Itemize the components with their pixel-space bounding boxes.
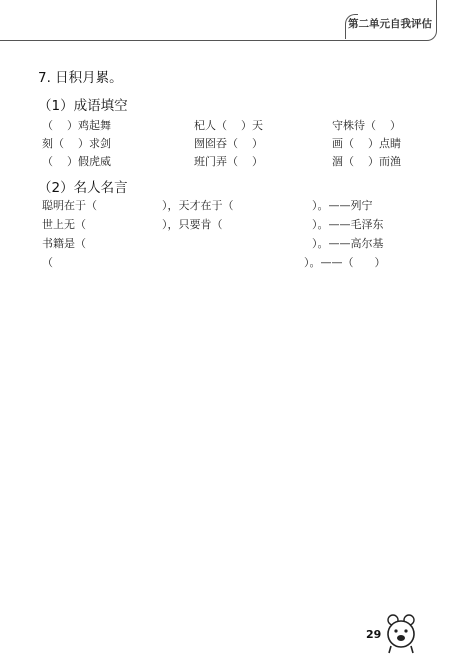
section-title: 7. 日积月累。 <box>38 70 123 86</box>
page-number: 29 <box>366 628 382 641</box>
quote-cell: 书籍是（ <box>42 237 86 250</box>
bear-mascot-icon <box>386 612 416 654</box>
idiom-cell: （ ）假虎威 <box>42 155 111 168</box>
idiom-cell: 画（ ）点睛 <box>332 137 401 150</box>
idiom-cell: 守株待（ ） <box>332 119 401 132</box>
quote-cell: 聪明在于（ <box>42 199 97 212</box>
header-title: 第二单元自我评估 <box>348 18 432 30</box>
idiom-cell: 班门弄（ ） <box>194 155 263 168</box>
quote-cell: ），只要肯（ <box>162 218 223 231</box>
idiom-cell: 杞人（ ）天 <box>194 119 263 132</box>
quote-cell: ）。——高尔基 <box>312 237 384 250</box>
quote-cell: 世上无（ <box>42 218 86 231</box>
idiom-cell: 刻（ ）求剑 <box>42 137 111 150</box>
quote-cell: ）。——毛泽东 <box>312 218 384 231</box>
idiom-cell: 涸（ ）而渔 <box>332 155 401 168</box>
idiom-cell: （ ）鸡起舞 <box>42 119 111 132</box>
idiom-cell: 囫囵吞（ ） <box>194 137 263 150</box>
idiom-part-title: （1）成语填空 <box>38 98 128 114</box>
quote-cell: ），天才在于（ <box>162 199 234 212</box>
quote-cell: ）。——（ ） <box>304 256 386 269</box>
quote-cell: （ <box>42 256 53 269</box>
quotes-part-title: （2）名人名言 <box>38 180 128 196</box>
quote-cell: ）。——列宁 <box>312 199 373 212</box>
